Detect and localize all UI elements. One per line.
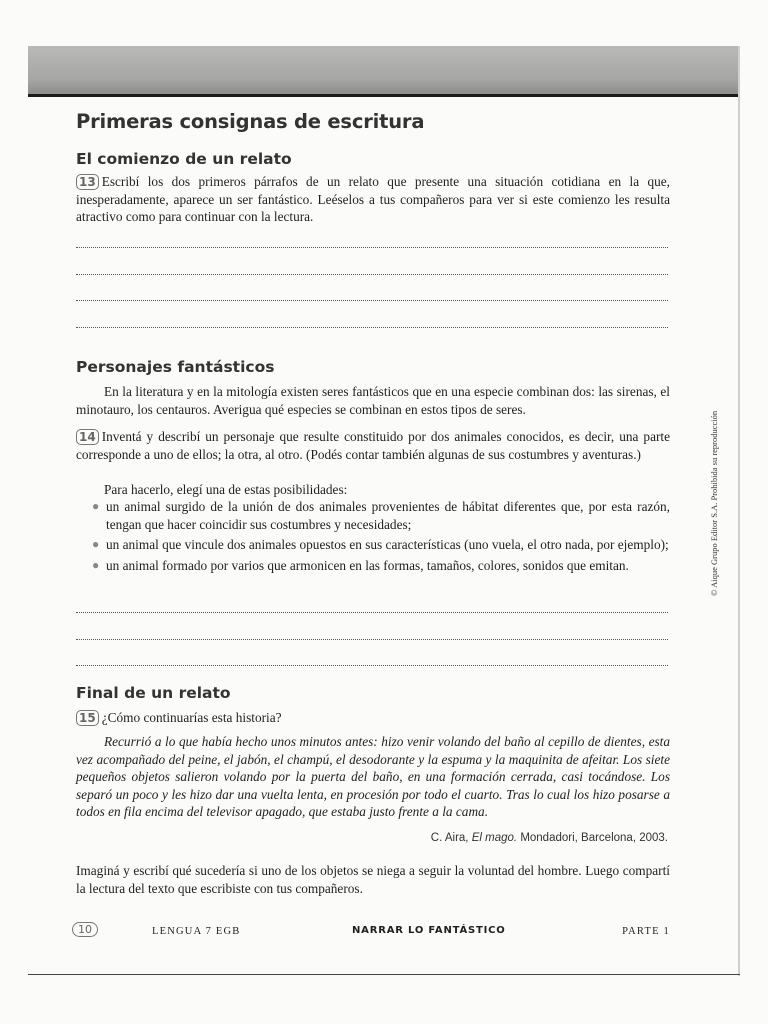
section2-intro-text: En la literatura y en la mitología existen seres fantásticos que en una especie combinan dos: las sirenas, el minotauro, los centauros. Averigua qué especies se combinan en estos tipos de seres. [76, 384, 670, 417]
answer-line[interactable] [76, 247, 668, 248]
list-item-text: un animal formado por varios que armonicen en las formas, tamaños, colores, sonidos que emitan. [106, 557, 629, 573]
options-lead-text: Para hacerlo, elegí una de estas posibilidades: [104, 482, 348, 497]
page-title: Primeras consignas de escritura [76, 110, 425, 133]
section2-intro [76, 383, 670, 418]
copyright-notice: © Aique Grupo Editor S.A. Prohibida su reproducción [709, 410, 719, 596]
answer-line[interactable] [76, 665, 668, 666]
section-heading-final: Final de un relato [76, 684, 231, 702]
footer-book: LENGUA 7 EGB [152, 926, 241, 937]
footer-rule [28, 974, 740, 975]
citation-title: El mago. [471, 832, 518, 844]
exercise-13-text: Escribí los dos primeros párrafos de un relato que presente una situación cotidiana en la que, inesperadamente, aparece un ser fantástico. Leéselos a tus compañeros para ver si este comienzo les resulta atractivo como para continuar con la lectura. [76, 174, 670, 224]
footer-section: NARRAR LO FANTÁSTICO [352, 925, 506, 936]
header-band [28, 46, 740, 94]
section-heading-personajes: Personajes fantásticos [76, 358, 275, 376]
page-edge [738, 46, 740, 976]
exercise-number-badge: 14 [76, 429, 99, 445]
page-number: 10 [72, 922, 98, 937]
bullet-icon: ● [92, 557, 100, 572]
closing-instruction: Imaginá y escribí qué sucedería si uno de los objetos se niega a seguir la voluntad del hombre. Luego compartí la lectura del texto que escribiste con tus compañeros. [76, 863, 670, 896]
list-item-text: un animal que vincule dos animales opuestos en sus características (uno vuela, el otro nada, por ejemplo); [106, 537, 669, 552]
story-excerpt [76, 733, 670, 821]
citation [300, 832, 668, 844]
exercise-14-text: Inventá y describí un personaje que resulte constituido por dos animales conocidos, es decir, una parte corresponde a uno de ellos; la otra, al otro. (Podés contar también algunas de sus costumbres y aventuras.) [76, 429, 670, 462]
exercise-number-badge: 13 [76, 174, 99, 190]
exercise-15 [76, 709, 670, 727]
options-list [76, 498, 670, 577]
options-lead [76, 481, 670, 499]
exercise-13 [76, 173, 670, 226]
answer-line[interactable] [76, 300, 668, 301]
list-item [76, 557, 670, 575]
story-excerpt-text: Recurrió a lo que había hecho unos minutos antes: hizo venir volando del baño al cepillo de dientes, esta vez acompañado del peine, el jabón, el champú, el desodorante y la espuma y la maquinita de afeitar. Los siete pequeños objetos salieron volando por la puerta del baño, en una formación cerrada, casi tocándose. Los separó un poco y les hizo dar una vuelta lenta, en procesión por todo el cuarto. Tras lo cual los hizo posarse a todos en fila encima del televisor apagado, que estaba justo frente a la cama. [76, 734, 670, 819]
answer-line[interactable] [76, 327, 668, 328]
citation-publisher: Mondadori, Barcelona, 2003. [520, 832, 668, 844]
page-footer [72, 924, 670, 944]
footer-part: PARTE 1 [622, 926, 670, 937]
answer-line[interactable] [76, 639, 668, 640]
list-item-text: un animal surgido de la unión de dos animales provenientes de hábitat diferentes que, por esta razón, tengan que hacer coincidir sus costumbres y necesidades; [106, 499, 670, 532]
answer-line[interactable] [76, 612, 668, 613]
list-item [76, 536, 670, 554]
answer-line[interactable] [76, 274, 668, 275]
list-item [76, 498, 670, 533]
exercise-15-text: ¿Cómo continuarías esta historia? [101, 710, 282, 725]
header-rule [28, 94, 740, 97]
exercise-14 [76, 428, 670, 463]
bullet-icon: ● [92, 537, 100, 551]
exercise-number-badge: 15 [76, 710, 99, 726]
bullet-icon: ● [92, 499, 100, 513]
citation-author: C. Aira, [430, 832, 469, 844]
section-heading-comienzo: El comienzo de un relato [76, 150, 292, 168]
